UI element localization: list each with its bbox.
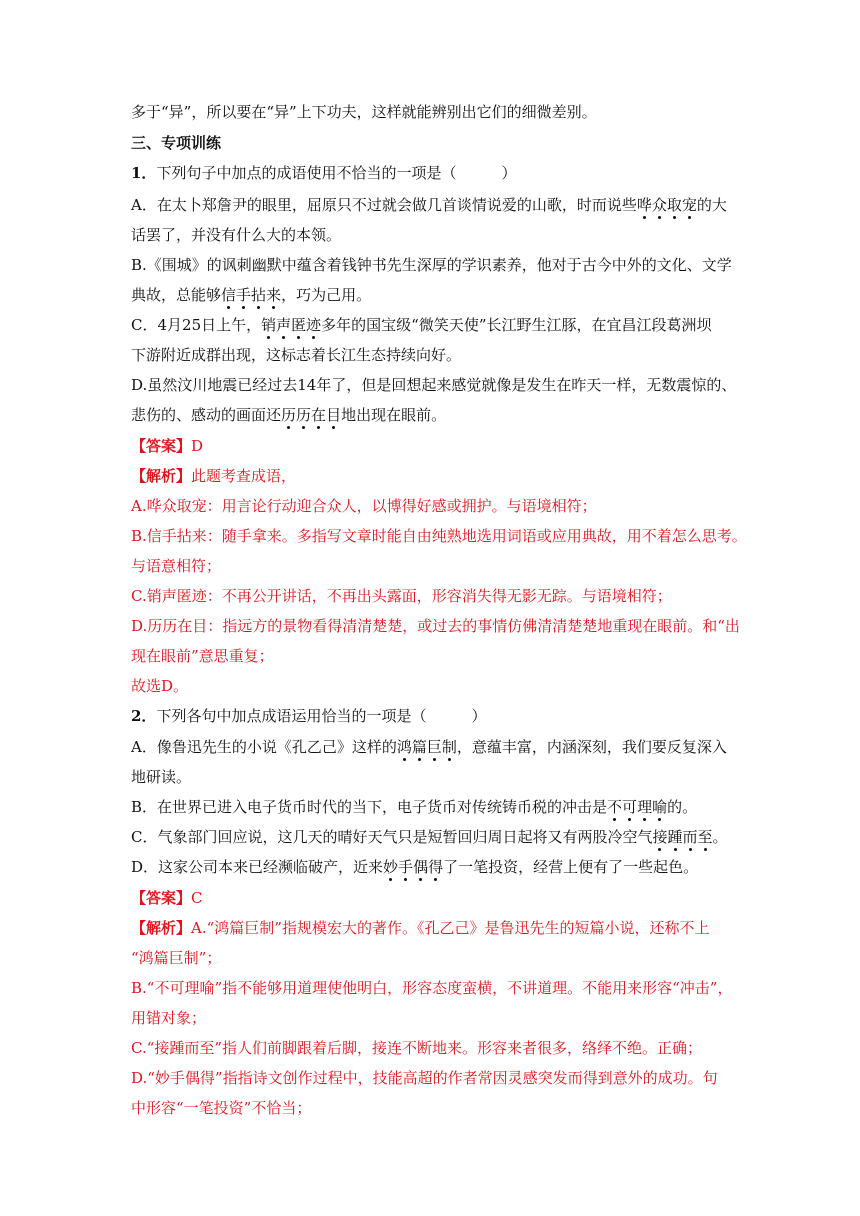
emphasis-dot-char: 得 <box>428 858 444 876</box>
q1-d-text: 悲伤的、感动的画面还 <box>131 406 282 424</box>
q1-b-text: 典故，总能够 <box>131 286 222 304</box>
q2-option-a-line2: 地研读。 <box>131 768 192 786</box>
emphasis-dot-char: 而 <box>682 828 698 846</box>
q1-analysis-intro-text: 此题考查成语， <box>191 467 297 485</box>
q1-analysis-label: 【解析】 <box>131 467 192 485</box>
q1-a-text: A．在太卜郑詹尹的眼里，屈原只不过就会做几首谈情说爱的山歌，时而说些 <box>131 196 637 214</box>
emphasis-dot-char: 众 <box>651 196 667 214</box>
emphasis-dot-char: 鸿 <box>396 738 412 756</box>
q2-a-dotted-idiom <box>397 738 457 756</box>
q1-d-text-end: 地出现在眼前。 <box>341 406 447 424</box>
emphasis-dot-char: 篇 <box>411 738 427 756</box>
q2-analysis-a-text: A.“鸿篇巨制”指规模宏大的著作。《孔乙己》是鲁迅先生的短篇小说，还称不上 <box>191 919 710 937</box>
intro-line: 多于“异”，所以要在“异”上下功夫，这样就能辨别出它们的细微差别。 <box>131 103 597 121</box>
q2-d-dotted-idiom <box>383 858 443 876</box>
emphasis-dot-char: 信 <box>221 286 237 304</box>
q2-answer <box>131 889 203 907</box>
emphasis-dot-char: 宠 <box>681 196 697 214</box>
emphasis-dot-char: 声 <box>276 316 292 334</box>
q1-analysis-d-line2: 现在眼前”意思重复； <box>131 647 274 665</box>
q1-a-text-end: 的大 <box>696 196 727 214</box>
emphasis-dot-char: 妙 <box>383 858 399 876</box>
q2-c-dotted-idiom <box>652 828 712 846</box>
q2-option-a-line1 <box>131 738 727 756</box>
emphasis-dot-char: 踵 <box>667 828 683 846</box>
q1-a-dotted-idiom <box>637 196 697 214</box>
q1-answer-label: 【答案】 <box>131 437 192 455</box>
q2-c-text: C．气象部门回应说，这几天的晴好天气只是短暂回归周日起将又有两股冷空气 <box>131 828 653 846</box>
q2-a-text-end: ，意蕴丰富，内涵深刻，我们要反复深入 <box>456 738 727 756</box>
emphasis-dot-char: 历 <box>281 406 297 424</box>
q1-d-dotted-idiom <box>281 406 341 424</box>
q2-b-dotted-idiom <box>607 798 667 816</box>
emphasis-dot-char: 历 <box>296 406 312 424</box>
q1-c-text: C．4月25日上午， <box>131 316 262 334</box>
q2-c-text-end: 。 <box>712 828 728 846</box>
q2-analysis-a-line1 <box>131 919 709 937</box>
q2-answer-label: 【答案】 <box>131 889 192 907</box>
emphasis-dot-char: 迹 <box>306 316 322 334</box>
q2-b-text-end: 的。 <box>667 798 698 816</box>
q1-option-d-line1: D.虽然汶川地震已经过去14年了，但是回想起来感觉就像是发生在昨天一样，无数震惊的、 <box>131 376 737 394</box>
emphasis-dot-char: 目 <box>326 406 342 424</box>
q2-d-text-end: 了一笔投资，经营上便有了一些起色。 <box>443 858 699 876</box>
q2-analysis-b-line2: 用错对象； <box>131 1009 207 1027</box>
emphasis-dot-char: 偶 <box>413 858 429 876</box>
emphasis-dot-char: 来 <box>266 286 282 304</box>
emphasis-dot-char: 巨 <box>426 738 442 756</box>
q1-option-a-line2: 话罢了，并没有什么大的本领。 <box>131 226 342 244</box>
q1-option-b-line1: B.《围城》的讽刺幽默中蕴含着钱钟书先生深厚的学识素养，他对于古今中外的文化、文学 <box>131 256 732 274</box>
q2-option-d-line1 <box>131 858 698 876</box>
emphasis-dot-char: 接 <box>652 828 668 846</box>
emphasis-dot-char: 手 <box>398 858 414 876</box>
emphasis-dot-char: 可 <box>622 798 638 816</box>
emphasis-dot-char: 哗 <box>636 196 652 214</box>
q1-analysis-b-line2: 与语意相符； <box>131 557 222 575</box>
emphasis-dot-char: 制 <box>441 738 457 756</box>
q2-stem-text: 下列各句中加点成语运用恰当的一项是（ ） <box>156 707 487 725</box>
q2-d-text: D．这家公司本来已经濒临破产，近来 <box>131 858 384 876</box>
q1-analysis-b-line1: B.信手拈来：随手拿来。多指写文章时能自由纯熟地选用词语或应用典故，用不着怎么思考。 <box>131 527 747 545</box>
q1-b-text-end: ，巧为己用。 <box>281 286 372 304</box>
emphasis-dot-char: 销 <box>261 316 277 334</box>
q1-b-dotted-idiom <box>221 286 281 304</box>
q1-option-c-line1 <box>131 316 712 334</box>
emphasis-dot-char: 在 <box>311 406 327 424</box>
q1-stem <box>131 164 516 182</box>
emphasis-dot-char: 拈 <box>251 286 267 304</box>
emphasis-dot-char: 不 <box>607 798 623 816</box>
q2-analysis-d-line2: 中形容“一笔投资”不恰当； <box>131 1099 312 1117</box>
q1-c-dotted-idiom <box>261 316 321 334</box>
q1-answer <box>131 437 203 455</box>
section-heading: 三、专项训练 <box>131 134 222 152</box>
q2-option-b-line1 <box>131 798 697 816</box>
q2-analysis-c: C.“接踵而至”指人们前脚跟着后脚，接连不断地来。形容来者很多，络绎不绝。正确； <box>131 1039 703 1057</box>
q2-number: 2． <box>131 707 157 725</box>
q1-option-a-line1 <box>131 196 727 214</box>
q2-analysis-label: 【解析】 <box>131 919 192 937</box>
q2-answer-value: C <box>191 889 203 907</box>
q1-analysis-a: A.哗众取宠：用言论行动迎合众人，以博得好感或拥护。与语境相符； <box>131 497 597 515</box>
q2-analysis-b-line1: B.“不可理喻”指不能够用道理使他明白，形容态度蛮横，不讲道理。不能用来形容“冲击”， <box>131 979 733 997</box>
q1-analysis-intro <box>131 467 296 485</box>
q1-stem-text: 下列句子中加点的成语使用不恰当的一项是（ ） <box>156 164 517 182</box>
emphasis-dot-char: 至 <box>697 828 713 846</box>
q1-analysis-c: C.销声匿迹：不再公开讲话，不再出头露面，形容消失得无影无踪。与语境相符； <box>131 587 672 605</box>
q2-analysis-d-line1: D.“妙手偶得”指指诗文创作过程中，技能高超的作者常因灵感突发而得到意外的成功。句 <box>131 1069 718 1087</box>
q1-answer-value: D <box>191 437 204 455</box>
q1-conclusion: 故选D。 <box>131 677 189 695</box>
emphasis-dot-char: 喻 <box>652 798 668 816</box>
emphasis-dot-char: 理 <box>637 798 653 816</box>
q2-a-text: A．像鲁迅先生的小说《孔乙己》这样的 <box>131 738 397 756</box>
q2-stem <box>131 707 486 725</box>
q1-option-c-line2: 下游附近成群出现，这标志着长江生态持续向好。 <box>131 346 462 364</box>
q1-option-b-line2 <box>131 286 371 304</box>
q2-option-c-line1 <box>131 828 728 846</box>
emphasis-dot-char: 匿 <box>291 316 307 334</box>
q2-b-text: B．在世界已进入电子货币时代的当下，电子货币对传统铸币税的冲击是 <box>131 798 608 816</box>
emphasis-dot-char: 手 <box>236 286 252 304</box>
q1-c-text-end: 多年的国宝级“微笑天使”长江野生江豚，在宜昌江段葛洲坝 <box>321 316 712 334</box>
q1-number: 1． <box>131 164 157 182</box>
q1-analysis-d-line1: D.历历在目：指远方的景物看得清清楚楚，或过去的事情仿佛清清楚楚地重现在眼前。和“出 <box>131 617 740 635</box>
emphasis-dot-char: 取 <box>666 196 682 214</box>
q1-option-d-line2 <box>131 406 446 424</box>
q2-analysis-a-line2: “鸿篇巨制”； <box>131 949 222 967</box>
